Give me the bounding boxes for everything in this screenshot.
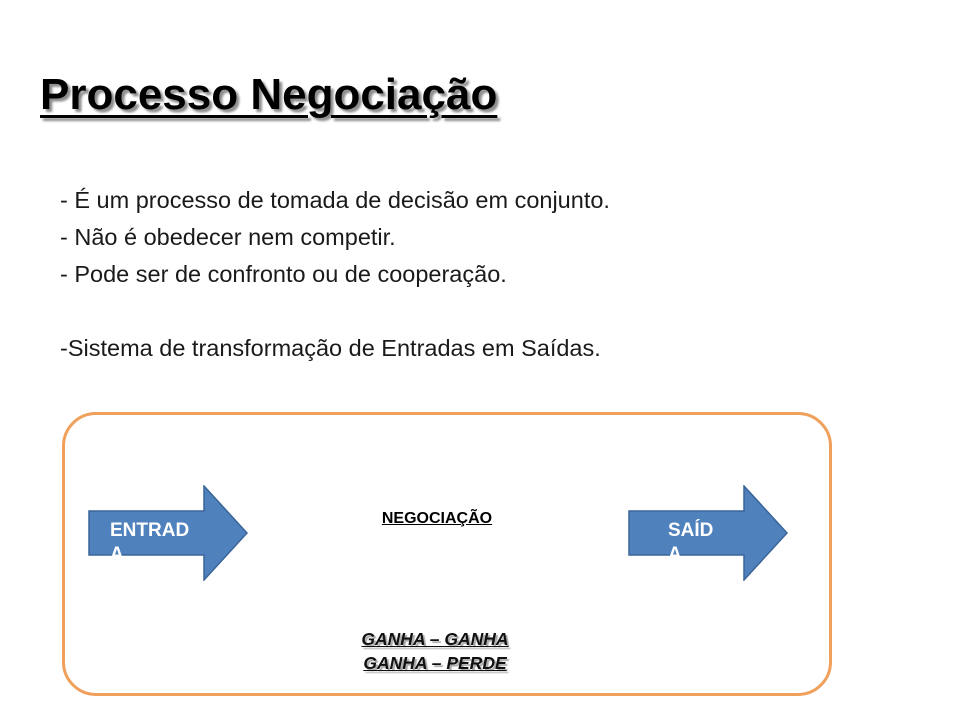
- outcome-item: GANHA – GANHA: [361, 629, 509, 649]
- outcomes-list: [320, 627, 550, 675]
- bullet-spacer: [60, 293, 920, 330]
- output-arrow: [628, 485, 788, 581]
- bullet-item: - Pode ser de confronto ou de cooperação.: [60, 261, 507, 287]
- output-label: SAÍDA: [668, 520, 714, 563]
- input-label: ENTRADA: [110, 520, 190, 563]
- bullet-item: -Sistema de transformação de Entradas em Saídas.: [60, 335, 601, 361]
- slide-title: Processo Negociação: [40, 70, 498, 119]
- process-label: NEGOCIAÇÃO: [381, 510, 493, 527]
- outcome-item: GANHA – PERDE: [363, 653, 507, 673]
- bullet-item: - Não é obedecer nem competir.: [60, 224, 396, 250]
- input-arrow: [88, 485, 248, 581]
- bullet-item: - É um processo de tomada de decisão em conjunto.: [60, 187, 610, 213]
- bullet-list: [60, 182, 920, 367]
